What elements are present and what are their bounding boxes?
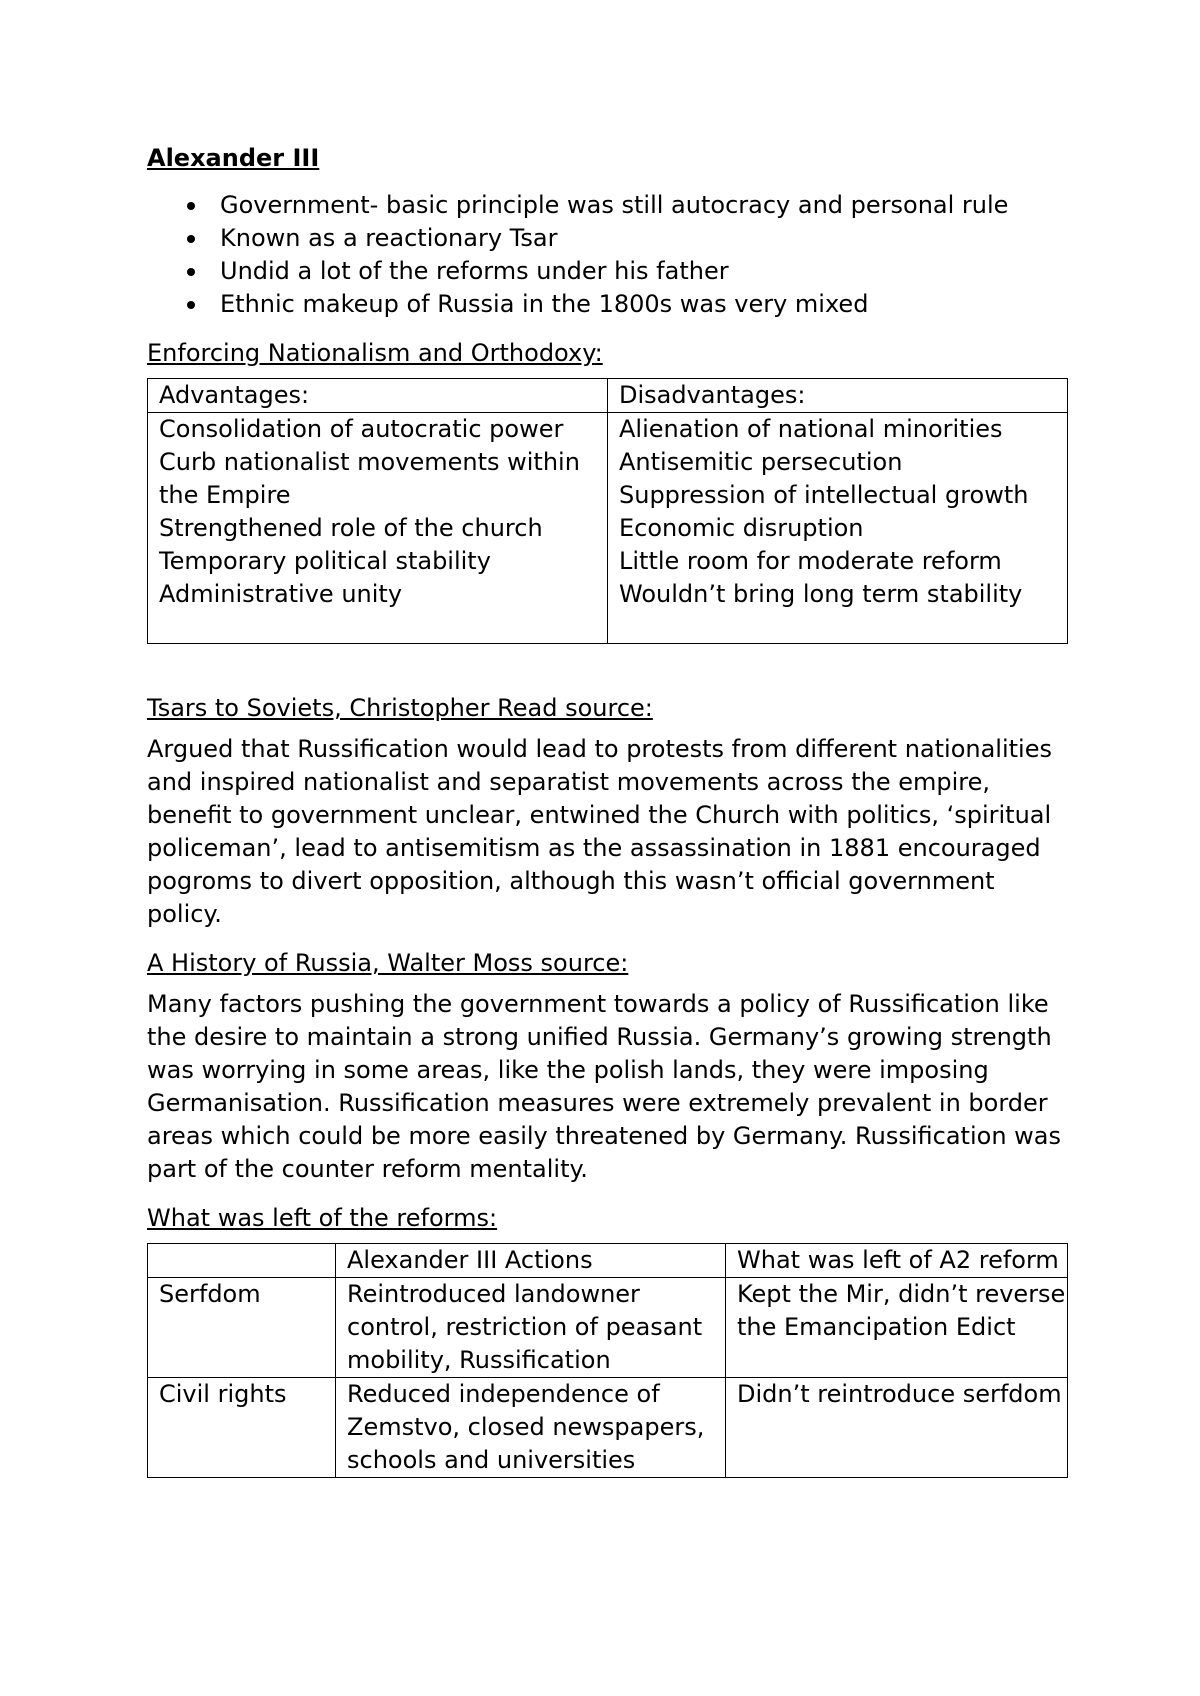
table-header-cell: What was left of A2 reform <box>726 1244 1068 1278</box>
disadvantage-item: Alienation of national minorities <box>619 415 1003 443</box>
section-heading-reforms: What was left of the reforms: <box>147 1204 498 1232</box>
advantages-header: Advantages: <box>148 379 608 413</box>
table-cell: Civil rights <box>148 1378 336 1478</box>
bullet-item: Known as a reactionary Tsar <box>147 222 1067 255</box>
advantage-item: Consolidation of autocratic power <box>159 415 564 443</box>
disadvantages-header: Disadvantages: <box>608 379 1068 413</box>
table-cell: Reintroduced landowner control, restriction of peasant mobility, Russification <box>336 1278 726 1378</box>
advantage-item: Administrative unity <box>159 580 403 608</box>
table-row <box>148 1378 1068 1478</box>
advantages-cell <box>148 413 608 644</box>
table-header-row <box>148 1244 1068 1278</box>
moss-source-paragraph: Many factors pushing the government towards a policy of Russification like the desire to maintain a strong unified Russia. Germany’s growing strength was worrying in some areas, like the polish lands, they were imposing Germanisation. Russification measures were extremely prevalent in border areas which could be more easily threatened by Germany. Russification was part of the counter reform mentality. <box>147 990 1061 1183</box>
section-heading-moss-source: A History of Russia, Walter Moss source: <box>147 949 629 977</box>
advantages-disadvantages-table <box>147 378 1068 644</box>
table-header-cell: Alexander III Actions <box>336 1244 726 1278</box>
table-cell: Didn’t reintroduce serfdom <box>726 1378 1068 1478</box>
advantage-item: Strengthened role of the church <box>159 514 543 542</box>
table-cell: Reduced independence of Zemstvo, closed newspapers, schools and universities <box>336 1378 726 1478</box>
disadvantage-item: Little room for moderate reform <box>619 547 1002 575</box>
section-heading-text: Enforcing Nationalism and Orthodoxy <box>147 339 595 367</box>
table-header-cell <box>148 1244 336 1278</box>
disadvantage-item: Antisemitic persecution <box>619 448 903 476</box>
bullet-item: Ethnic makeup of Russia in the 1800s was very mixed <box>147 288 1067 321</box>
bullet-item: Undid a lot of the reforms under his father <box>147 255 1067 288</box>
read-source-paragraph: Argued that Russification would lead to protests from different nationalities and inspired nationalist and separatist movements across the empire, benefit to government unclear, entwined the Church with politics, ‘spiritual policeman’, lead to antisemitism as the assassination in 1881 encouraged pogroms to divert opposition, although this wasn’t official government policy. <box>147 735 1052 928</box>
document-content <box>147 142 1067 1478</box>
reforms-table <box>147 1243 1068 1478</box>
disadvantage-item: Economic disruption <box>619 514 864 542</box>
section-heading-read-source: Tsars to Soviets, Christopher Read source: <box>147 694 653 722</box>
table-header-row <box>148 379 1068 413</box>
bullet-list <box>147 189 1067 321</box>
advantage-item: Temporary political stability <box>159 547 491 575</box>
section-heading-suffix: : <box>594 339 603 367</box>
disadvantage-item: Suppression of intellectual growth <box>619 481 1029 509</box>
table-row <box>148 413 1068 644</box>
table-cell: Serfdom <box>148 1278 336 1378</box>
disadvantages-cell <box>608 413 1068 644</box>
advantage-item: Curb nationalist movements within the Empire <box>159 448 580 509</box>
table-row <box>148 1278 1068 1378</box>
table-cell: Kept the Mir, didn’t reverse the Emancipation Edict <box>726 1278 1068 1378</box>
section-heading-nationalism <box>147 337 1067 370</box>
bullet-item: Government- basic principle was still autocracy and personal rule <box>147 189 1067 222</box>
disadvantage-item: Wouldn’t bring long term stability <box>619 580 1023 608</box>
document-title: Alexander III <box>147 144 320 172</box>
